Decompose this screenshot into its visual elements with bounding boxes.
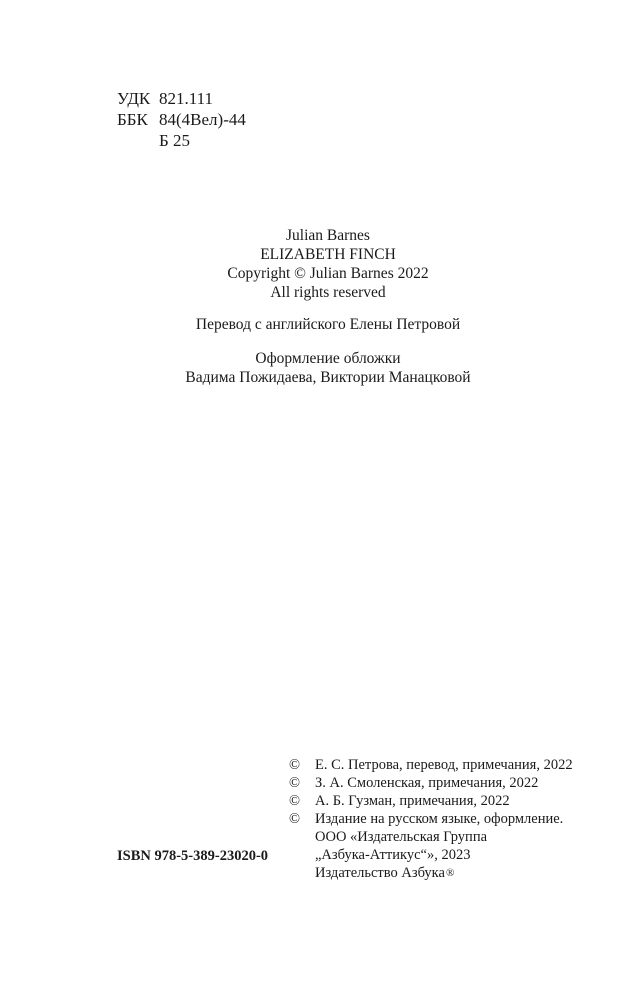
translation-credit-block [12,315,632,334]
publisher-line-text: ООО «Издательская Группа [315,829,488,845]
copyright-line [289,756,573,774]
original-copyright: Copyright © Julian Barnes 2022 [227,265,429,282]
copyright-line [289,810,573,828]
copyright-line-text: Е. С. Петрова, перевод, примечания, 2022 [315,757,573,773]
copyright-symbol: © [289,775,301,791]
copyright-line-text: А. Б. Гузман, примечания, 2022 [315,793,510,809]
bbk-label: ББК [117,110,148,129]
original-edition-block [12,226,632,302]
copyright-symbol: © [289,811,301,827]
copyright-line-text: Издание на русском языке, оформление. [315,811,564,827]
udk-value: 821.111 [159,89,213,108]
cover-label: Оформление обложки [255,350,401,367]
copyright-symbol: © [289,793,301,809]
original-rights: All rights reserved [270,284,386,301]
udk-label: УДК [117,89,151,108]
publisher-line [289,864,573,882]
publisher-line [289,828,573,846]
author-mark: Б 25 [159,131,191,150]
original-title: ELIZABETH FINCH [260,246,396,263]
copyright-line [289,774,573,792]
registered-mark: ® [445,867,455,879]
publisher-line [289,846,573,864]
isbn: ISBN 978-5-389-23020-0 [117,848,269,864]
copyright-notices [289,756,573,882]
author-mark-row [117,130,246,151]
copyright-line-text: З. А. Смоленская, примечания, 2022 [315,775,539,791]
publisher-line-text: Издательство Азбука [315,865,445,881]
translation-credit: Перевод с английского Елены Петровой [195,316,461,333]
copyright-line [289,792,573,810]
bbk-row [117,109,246,130]
publisher-line-text: „Азбука-Аттикус“», 2023 [315,847,471,863]
classification-block [117,88,246,151]
udk-row [117,88,246,109]
bbk-value: 84(4Вел)-44 [159,110,246,129]
original-author: Julian Barnes [286,227,370,244]
copyright-symbol: © [289,757,301,773]
cover-credit-block [12,349,632,387]
cover-designers: Вадима Пожидаева, Виктории Манацковой [185,369,471,386]
